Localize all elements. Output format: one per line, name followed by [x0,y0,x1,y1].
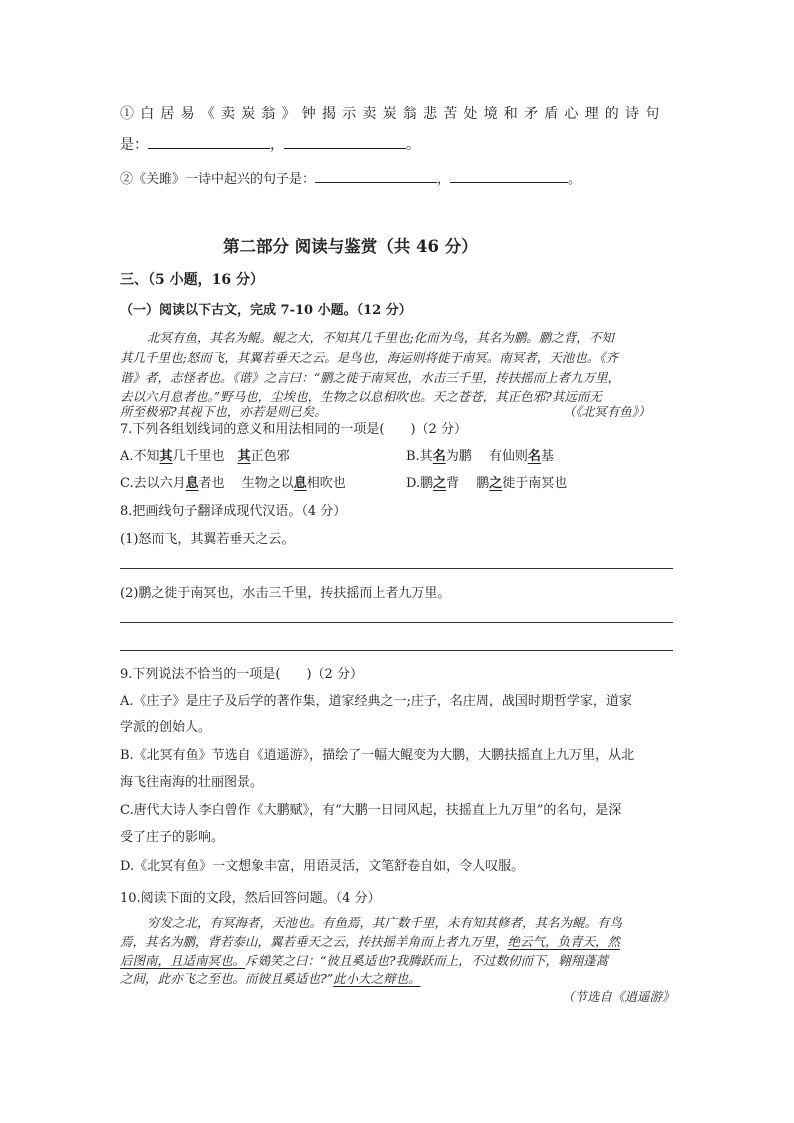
q9-stem: 9.下列说法不恰当的一项是( )（2 分） [120,667,363,682]
q10-line2-underlined: 绝云气，负青天，然 [507,934,621,949]
q1-comma: ， [270,137,284,153]
q10-passage-line-2 [120,932,620,950]
q9-option-c-line-2: 受了庄子的影响。 [120,830,225,845]
q7-a-text-3: 正色邪 [250,449,290,464]
q8-stem: 8.把画线句子翻译成现代汉语。（4 分） [120,504,347,519]
q10-line4-underlined: 此小大之辩也。 [333,971,421,986]
q2-period: 。 [568,172,582,187]
q7-a-underlined-1: 其 [159,449,173,464]
q10-line3-underlined: 后图南，且适南冥也。 [120,953,246,968]
q8-answer-line-1[interactable] [120,568,673,569]
q7-a-text-1: A.不知 [120,449,160,464]
q10-passage-line-3 [120,951,608,969]
q1-period: 。 [406,137,420,153]
q9-option-d[interactable]: D.《北冥有鱼》一文想象丰富，用语灵活，文笔舒卷自如，令人叹服。 [120,859,525,874]
q1-answer-line [120,134,420,154]
q7-option-d[interactable] [406,472,567,491]
q7-b-text-2: 为鹏 有仙则 [445,449,528,464]
q9-option-b-line-1[interactable]: B.《北冥有鱼》节选自《逍遥游》，描绘了一幅大鲲变为大鹏，大鹏扶摇直上九万里，从北 [120,748,635,763]
q7-d-text-2: 背 鹏 [446,476,490,491]
q8-answer-line-2[interactable] [120,622,673,623]
q10-line3-text: 斥鴳笑之曰：“彼且奚适也?我腾跃而上，不过数仞而下，翱翔蓬蒿 [245,953,609,968]
q9-option-c-line-1[interactable]: C.唐代大诗人李白曾作《大鹏赋》，有“大鹏一日同风起，扶摇直上九万里”的名句，是深 [120,803,622,818]
q7-c-text-3: 相吹也 [306,476,346,491]
q7-c-text-2: 者也 生物之以 [198,476,294,491]
q7-a-text-2: 几千里也 [172,449,238,464]
q2-answer-line [120,168,581,187]
q2-blank-2[interactable] [450,170,568,183]
passage-line-2: 其几千里也;怒而飞，其翼若垂天之云。是鸟也，海运则将徙于南冥。南冥者，天池也。《齐 [120,350,618,365]
q7-c-text-1: C.去以六月 [120,476,186,491]
passage-line-1: 北冥有鱼，其名为鲲。鲲之大，不知其几千里也;化而为鸟，其名为鹏。鹏之背，不知 [147,330,614,345]
q7-b-underlined-2: 名 [527,449,541,464]
part2-title: 第二部分 阅读与鉴赏（共 46 分） [223,237,478,256]
q9-option-a-line-1[interactable]: A.《庄子》是庄子及后学的著作集，道家经典之一;庄子，名庄周，战国时期哲学家，道家 [120,694,632,709]
q7-d-text-1: D.鹏 [406,476,434,491]
passage-line-5: 所至极邪?其视下也，亦若是则已矣。 [120,404,327,419]
q9-option-a-line-2: 学派的创始人。 [120,720,212,735]
q1-text: ①白居易《卖炭翁》钟揭示卖炭翁悲苦处境和矛盾心理的诗句 [120,106,666,122]
q8-answer-line-3[interactable] [120,650,673,651]
subsection-heading: （一）阅读以下古文，完成 7-10 小题。（12 分） [120,303,412,318]
q7-d-underlined-2: 之 [489,476,503,491]
q7-d-underlined-1: 之 [433,476,447,491]
passage-source: （《北冥有鱼》） [563,404,651,419]
q10-stem: 10.阅读下面的文段，然后回答问题。（4 分） [120,891,381,906]
q7-stem: 7.下列各组划线词的意义和用法相同的一项是( )（2 分） [120,422,467,437]
q10-source: （节选自《逍遥游》 [562,989,675,1004]
q10-passage-line-1: 穷发之北，有冥海者，天池也。有鱼焉，其广数千里，未有知其修者，其名为鲲。有鸟 [147,915,623,930]
q7-a-underlined-2: 其 [237,449,251,464]
q7-option-b[interactable] [406,445,554,464]
q7-b-text-3: 基 [540,449,554,464]
q1-prefix: 是： [120,137,148,153]
q8-sentence-1: (1)怒而飞，其翼若垂天之云。 [120,532,295,547]
q10-line2-text: 焉，其名为鹏，背若泰山，翼若垂天之云，抟扶摇羊角而上者九万里， [120,934,508,949]
q7-d-text-3: 徙于南冥也 [502,476,568,491]
passage-line-4: 去以六月息者也。”野马也，尘埃也，生物之以息相吹也。天之苍苍，其正色邪?其远而无 [120,389,602,404]
q1-blank-2[interactable] [284,136,406,149]
q7-b-text-1: B.其 [406,449,433,464]
q1-blank-1[interactable] [148,136,270,149]
q7-c-underlined-1: 息 [185,476,199,491]
q7-option-a[interactable] [120,445,290,464]
q2-blank-1[interactable] [315,170,437,183]
q7-c-underlined-2: 息 [293,476,307,491]
q10-line4-text: 之间，此亦飞之至也。而彼且奚适也?” [120,971,334,986]
q10-passage-line-4 [120,969,421,987]
passage-line-3: 谐》者，志怪者也。《谐》之言曰：“鹏之徙于南冥也，水击三千里，抟扶摇而上者九万里， [120,370,621,385]
q2-comma: ， [437,172,451,187]
q8-sentence-2: (2)鹏之徙于南冥也，水击三千里，抟扶摇而上者九万里。 [120,586,451,601]
q7-b-underlined-1: 名 [432,449,446,464]
q2-text: ②《关雎》一诗中起兴的句子是： [120,172,316,187]
q9-option-b-line-2: 海飞往南海的壮丽图景。 [120,775,264,790]
section-heading: 三、（5 小题，16 分） [120,272,264,288]
q7-option-c[interactable] [120,472,346,491]
